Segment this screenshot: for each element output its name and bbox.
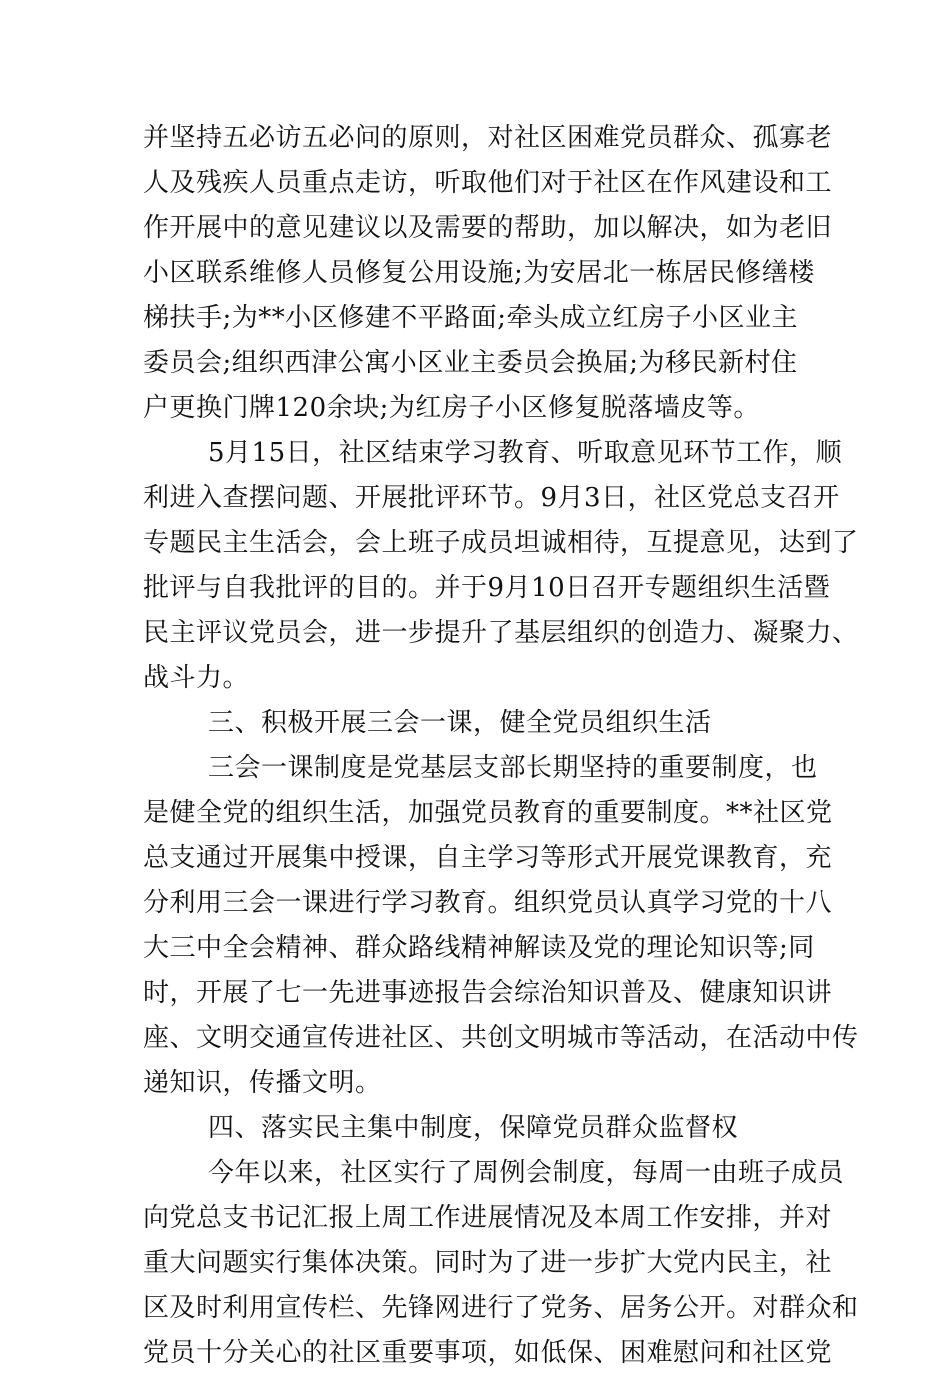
paragraph-first-line: 三会一课制度是党基层支部长期坚持的重要制度，也 <box>208 753 818 783</box>
section-heading: 四、落实民主集中制度，保障党员群众监督权 <box>208 1113 739 1143</box>
text-line: 向党总支书记汇报上周工作进展情况及本周工作安排，并对 <box>143 1203 833 1233</box>
text-line: 是健全党的组织生活，加强党员教育的重要制度。**社区党 <box>143 798 833 828</box>
section-heading: 三、积极开展三会一课，健全党员组织生活 <box>208 708 712 738</box>
text-line: 总支通过开展集中授课，自主学习等形式开展党课教育，充 <box>143 843 833 873</box>
text-line: 区及时利用宣传栏、先锋网进行了党务、居务公开。对群众和 <box>143 1293 859 1323</box>
text-line: 小区联系维修人员修复公用设施;为安居北一栋居民修缮楼 <box>143 258 815 288</box>
text-line: 大三中全会精神、群众路线精神解读及党的理论知识等;同 <box>143 933 815 963</box>
text-line: 党员十分关心的社区重要事项，如低保、困难慰问和社区党 <box>143 1338 833 1368</box>
text-line: 并坚持五必访五必问的原则，对社区困难党员群众、孤寡老 <box>143 123 833 153</box>
text-line: 时，开展了七一先进事迹报告会综治知识普及、健康知识讲 <box>143 978 833 1008</box>
paragraph-first-line: 5月15日，社区结束学习教育、听取意见环节工作，顺 <box>208 438 843 468</box>
text-line: 战斗力。 <box>143 663 250 693</box>
text-line: 分利用三会一课进行学习教育。组织党员认真学习党的十八 <box>143 888 833 918</box>
text-line: 批评与自我批评的目的。并于9月10日召开专题组织生活暨 <box>143 573 831 603</box>
text-line: 民主评议党员会，进一步提升了基层组织的创造力、凝聚力、 <box>143 618 859 648</box>
text-line: 重大问题实行集体决策。同时为了进一步扩大党内民主，社 <box>143 1248 833 1278</box>
text-line: 递知识，传播文明。 <box>143 1068 382 1098</box>
text-line: 专题民主生活会，会上班子成员坦诚相待，互提意见，达到了 <box>143 528 859 558</box>
text-line: 委员会;组织西津公寓小区业主委员会换届;为移民新村住 <box>143 348 798 378</box>
text-line: 作开展中的意见建议以及需要的帮助，加以解决，如为老旧 <box>143 213 833 243</box>
text-line: 人及残疾人员重点走访，听取他们对于社区在作风建设和工 <box>143 168 833 198</box>
text-line: 户更换门牌120余块;为红房子小区修复脱落墙皮等。 <box>143 393 760 423</box>
text-line: 梯扶手;为**小区修建不平路面;牵头成立红房子小区业主 <box>143 303 799 333</box>
paragraph-first-line: 今年以来，社区实行了周例会制度，每周一由班子成员 <box>208 1158 845 1188</box>
text-line: 座、文明交通宣传进社区、共创文明城市等活动，在活动中传 <box>143 1023 859 1053</box>
text-line: 利进入查摆问题、开展批评环节。9月3日，社区党总支召开 <box>143 483 840 513</box>
